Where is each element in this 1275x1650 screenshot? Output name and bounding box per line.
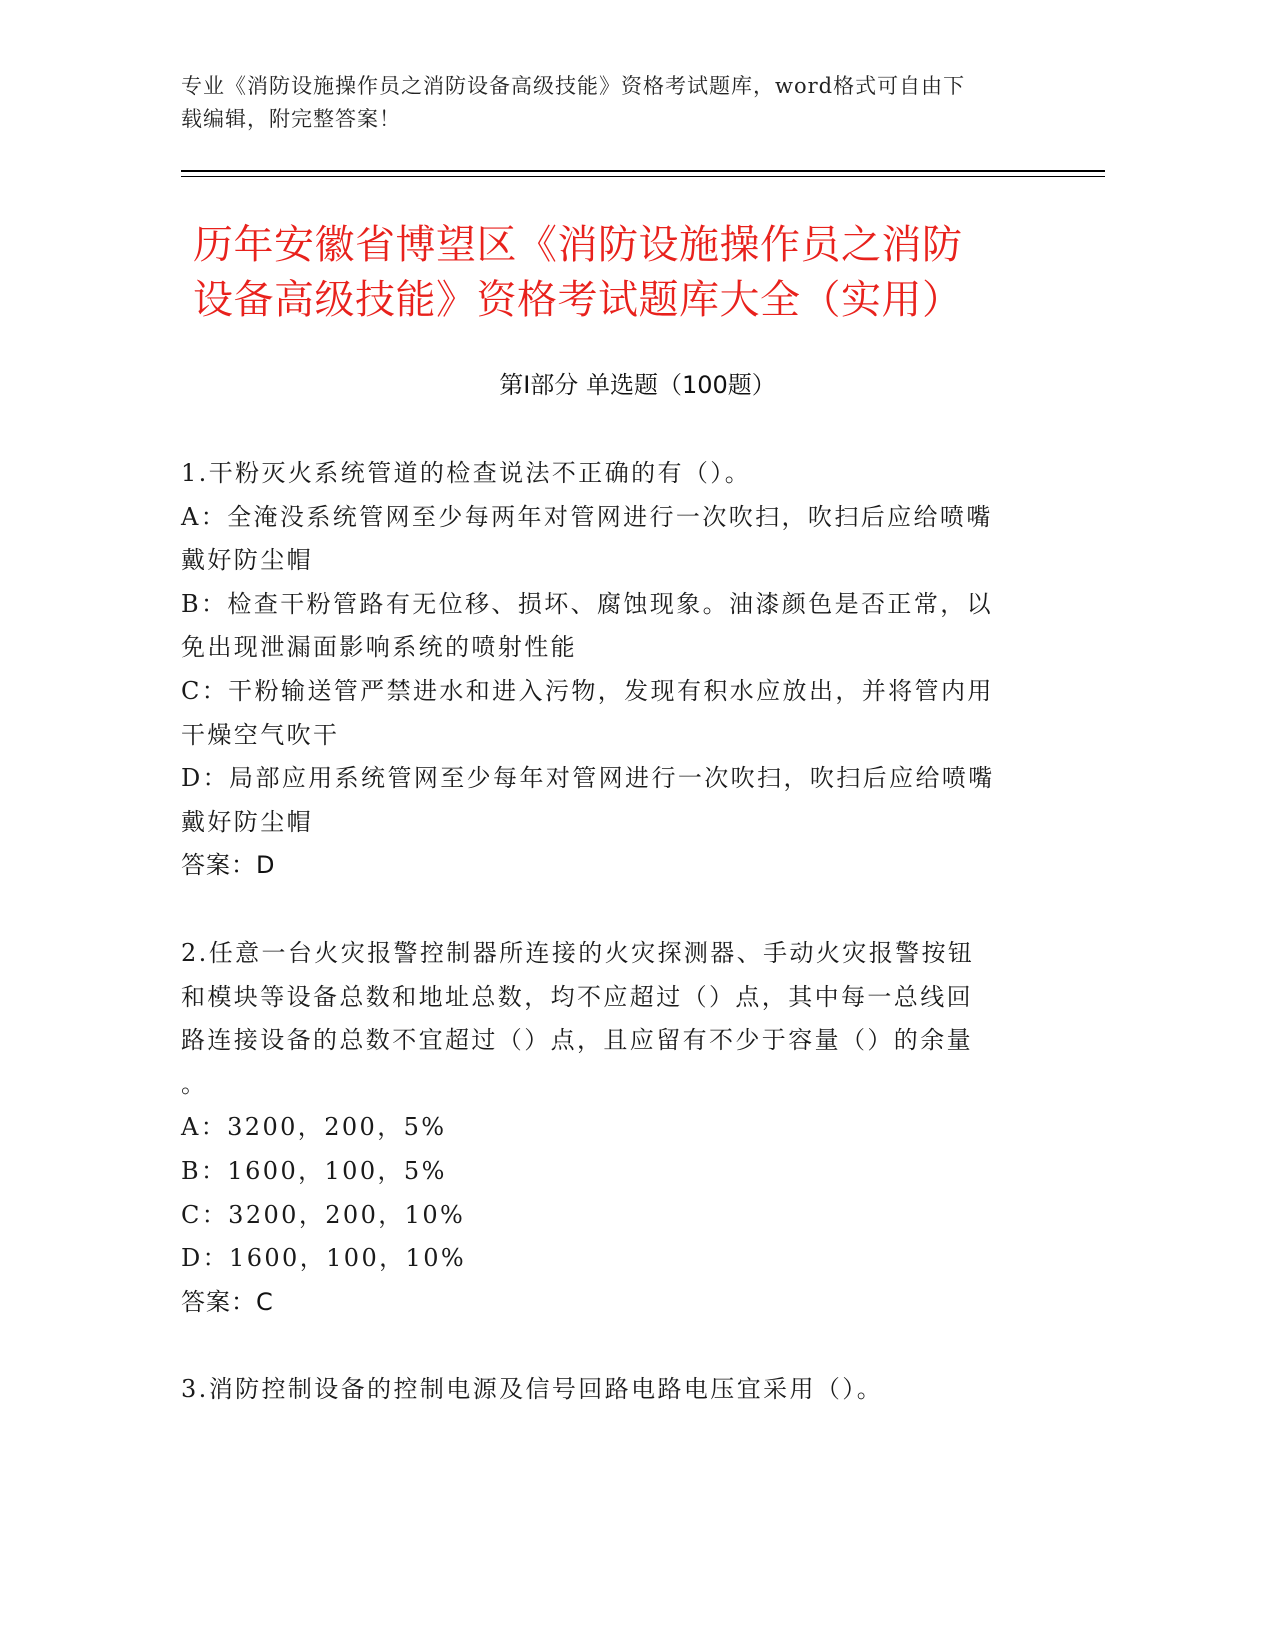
option-c: C：3200，200，10% [181,1200,466,1229]
question-stem: 路连接设备的总数不宜超过（）点，且应留有不少于容量（）的余量 [181,1026,973,1055]
option-b: B：1600，100，5% [181,1156,447,1185]
answer: 答案：D [181,851,276,880]
question-stem: 。 [181,1069,208,1098]
question-stem: 和模块等设备总数和地址总数，均不应超过（）点，其中每一总线回 [181,982,973,1011]
answer: 答案：C [181,1287,274,1316]
option-line: 戴好防尘帽 [181,546,313,575]
question-2 [181,932,1041,1324]
section-title: 第Ⅰ部分 单选题（100题） [499,371,776,399]
option-line: 免出现泄漏面影响系统的喷射性能 [181,633,577,662]
header-divider-thin [181,176,1105,177]
option-line: C：干粉输送管严禁进水和进入污物，发现有积水应放出，并将管内用 [181,676,994,705]
option-line: 戴好防尘帽 [181,807,313,836]
header-divider-thick [181,170,1105,172]
option-b [181,583,1041,670]
document-title-line: 设备高级技能》资格考试题库大全（实用） [193,277,963,323]
header-note-line: 载编辑，附完整答案！ [181,107,401,131]
header-note [181,70,1061,136]
question-stem: 1.干粉灭火系统管道的检查说法不正确的有（）。 [181,459,752,487]
question-1 [181,452,1041,888]
option-line: 干燥空气吹干 [181,720,340,749]
option-d [181,757,1041,844]
option-a [181,496,1041,583]
option-line: A：全淹没系统管网至少每两年对管网进行一次吹扫，吹扫后应给喷嘴 [181,502,993,531]
option-d: D：1600，100，10% [181,1244,467,1273]
option-c [181,670,1041,757]
option-line: B：检查干粉管路有无位移、损坏、腐蚀现象。油漆颜色是否正常，以 [181,589,994,618]
question-stem: 3.消防控制设备的控制电源及信号回路电路电压宜采用（）。 [181,1375,884,1403]
option-line: D：局部应用系统管网至少每年对管网进行一次吹扫，吹扫后应给喷嘴 [181,764,995,793]
document-title-line: 历年安徽省博望区《消防设施操作员之消防 [193,222,963,268]
question-stem: 2.任意一台火灾报警控制器所连接的火灾探测器、手动火灾报警按钮 [181,939,975,967]
option-a: A：3200，200，5% [181,1113,447,1142]
header-note-line: 专业《消防设施操作员之消防设备高级技能》资格考试题库，word格式可自由下 [181,74,966,98]
document-title [193,218,1083,328]
question-3 [181,1368,1041,1412]
